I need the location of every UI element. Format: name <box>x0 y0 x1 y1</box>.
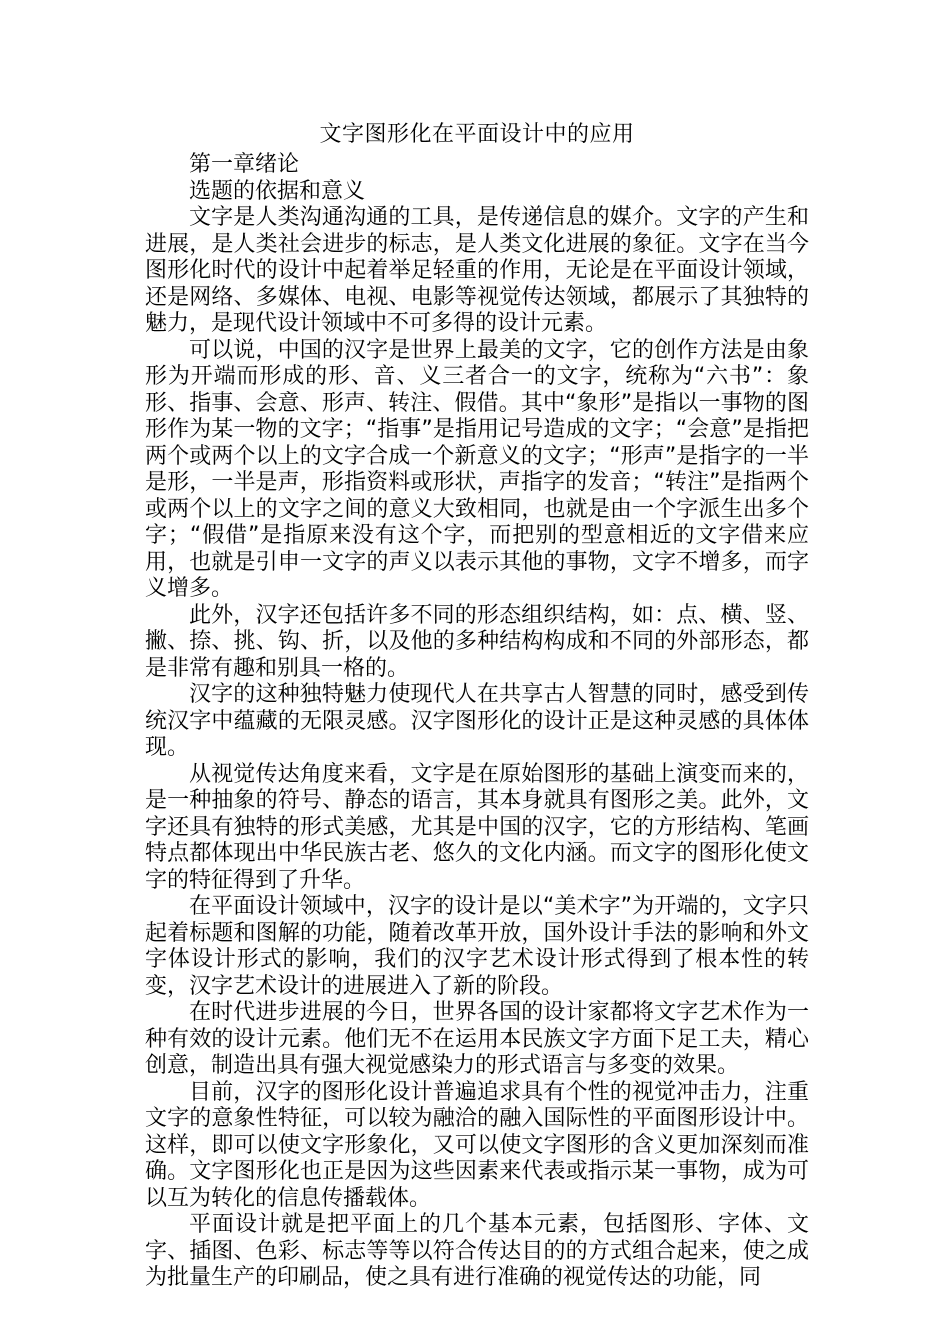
body-paragraph: 在平面设计领域中，汉字的设计是以“美术字”为开端的，文字只起着标题和图解的功能，随着改革开放，国外设计手法的影响和外文字体设计形式的影响，我们的汉字艺术设计形式得到了根本性的转变，汉字艺术设计的进展进入了新的阶段。 <box>145 894 809 999</box>
body-paragraph: 目前，汉字的图形化设计普遍追求具有个性的视觉冲击力，注重文字的意象性特征，可以较为融洽的融入国际性的平面图形设计中。这样，即可以使文字形象化，又可以使文字图形的含义更加深刻而准确。文字图形化也正是因为这些因素来代表或指示某一事物，成为可以互为转化的信息传播载体。 <box>145 1079 809 1211</box>
body-paragraph: 平面设计就是把平面上的几个基本元素，包括图形、字体、文字、插图、色彩、标志等等以符合传达目的的方式组合起来，使之成为批量生产的印刷品，使之具有进行准确的视觉传达的功能，同 <box>145 1212 809 1290</box>
chapter-heading: 第一章绪论 <box>189 152 300 177</box>
body-paragraph: 可以说，中国的汉字是世界上最美的文字，它的创作方法是由象形为开端而形成的形、音、义三者合一的文字，统称为“六书”：象形、指事、会意、形声、转注、假借。其中“象形”是指以一事物的图形作为某一物的文字；“指事”是指用记号造成的文字；“会意”是指把两个或两个以上的文字合成一个新意义的文字；“形声”是指字的一半是形，一半是声，形指资料或形状，声指字的发音；“转注”是指两个或两个以上的文字之间的意义大致相同，也就是由一个字派生出多个字；“假借”是指原来没有这个字，而把别的型意相近的文字借来应用，也就是引申一文字的声义以表示其他的事物，文字不增多，而字义增多。 <box>145 337 809 601</box>
body-paragraph: 从视觉传达角度来看，文字是在原始图形的基础上演变而来的，是一种抽象的符号、静态的语言，其本身就具有图形之美。此外，文字还具有独特的形式美感，尤其是中国的汉字，它的方形结构、笔画特点都体现出中华民族古老、悠久的文化内涵。而文字的图形化使文字的特征得到了升华。 <box>145 761 809 893</box>
section-heading: 选题的依据和意义 <box>189 178 366 204</box>
document-page <box>145 118 809 1318</box>
document-title: 文字图形化在平面设计中的应用 <box>319 122 635 147</box>
body-paragraph: 此外，汉字还包括许多不同的形态组织结构，如：点、横、竖、撇、捺、挑、钩、折，以及他的多种结构构成和不同的外部形态，都是非常有趣和别具一格的。 <box>145 602 809 681</box>
body-paragraph: 文字是人类沟通沟通的工具，是传递信息的媒介。文字的产生和进展，是人类社会进步的标志，是人类文化进展的象征。文字在当今图形化时代的设计中起着举足轻重的作用，无论是在平面设计领域，还是网络、多媒体、电视、电影等视觉传达领域，都展示了其独特的魅力，是现代设计领域中不可多得的设计元素。 <box>145 205 809 336</box>
body-paragraph: 汉字的这种独特魅力使现代人在共享古人智慧的同时，感受到传统汉字中蕴藏的无限灵感。汉字图形化的设计正是这种灵感的具体体现。 <box>145 682 809 760</box>
body-paragraph: 在时代进步进展的今日，世界各国的设计家都将文字艺术作为一种有效的设计元素。他们无不在运用本民族文字方面下足工夫，精心创意，制造出具有强大视觉感染力的形式语言与多变的效果。 <box>145 1000 809 1078</box>
